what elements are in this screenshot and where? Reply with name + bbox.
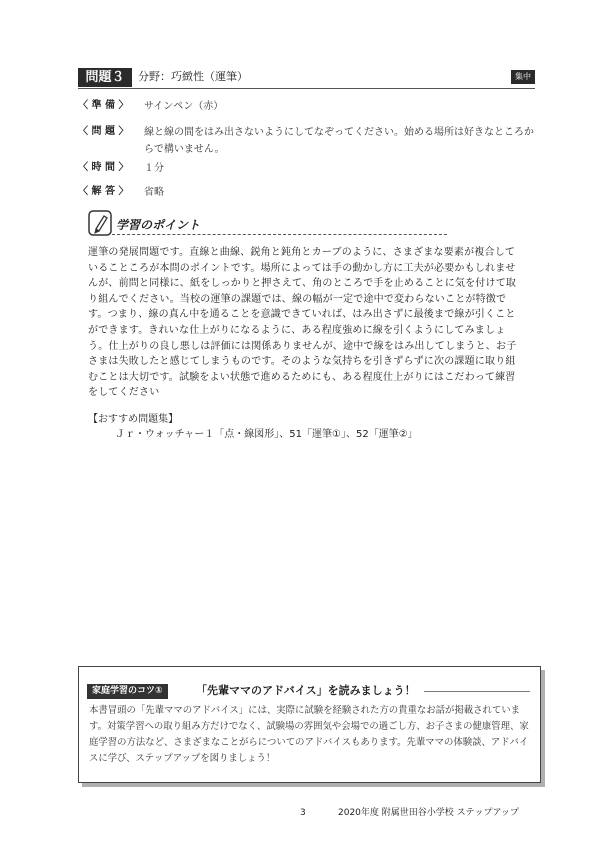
divider	[424, 691, 530, 692]
info-value: １分	[144, 163, 164, 174]
problem-header	[78, 66, 535, 89]
point-body: 運筆の発展問題です。直線と曲線、鋭角と鈍角とカーブのように、さまざまな要素が複合していることころが本問のポイントです。場所によっては手の動かし方に工夫が必要かもしれませんが、前問と同様に、紙をしっかりと押さえて、角のところで手を止めることに気を付けて取り組んでください。当校の運筆の課題では、線の幅が一定で途中で変わらないことが特徴です。つまり、線の真ん中を通ることを意識できていれば、はみ出さずに最後まで線が引くことができます。きれいな仕上がりになるように、ある程度強めに線を引くようにしてみましょう。仕上がりの良し悪しは評価には関係ありませんが、途中で線をはみ出してしまうと、お子さまは失敗したと感じてしまうものです。そのような気持ちを引きずらずに次の課題に取り組むことは大切です。試験をよい状態で進めるためにも、ある程度仕上がりにはこだわって練習をしてください	[88, 247, 517, 399]
info-label: 〈 解 答 〉	[78, 186, 129, 197]
recommended-heading: 【おすすめ問題集】	[88, 414, 179, 425]
info-value: 省略	[144, 187, 164, 198]
tip-badge: 家庭学習のコツ①	[87, 684, 168, 699]
category-tag: 集中	[511, 70, 535, 84]
info-label: 〈 時 間 〉	[78, 162, 129, 173]
info-value: サインペン（赤）	[144, 101, 224, 112]
pencil-icon	[88, 210, 112, 236]
point-title: 学習のポイント	[116, 218, 201, 232]
problem-field: 分野：巧緻性（運筆）	[138, 70, 248, 83]
recommended-item: Ｊｒ・ウォッチャー１「点・線図形」、51「運筆①」、52「運筆②」	[115, 429, 418, 440]
tip-box	[78, 666, 541, 783]
info-label: 〈 問 題 〉	[78, 126, 129, 137]
info-value: 線と線の間をはみ出さないようにしてなぞってください。始める場所は好きなところからで構いません。	[144, 127, 534, 155]
divider	[112, 234, 447, 235]
tip-title: 「先輩ママのアドバイス」を読みましょう！	[196, 684, 416, 697]
problem-number-badge: 問題３	[78, 68, 132, 87]
tip-body: 本書冒頭の「先輩ママのアドバイス」には、実際に試験を経験された方の貴重なお話が掲載されています。対策学習への取り組み方だけでなく、試験場の雰囲気や会場での過ごし方、お子さまの健康管理、家庭学習の方法など、さまざまなことがらについてのアドバイスもあります。先輩ママの体験談、アドバイスに学び、ステップアップを図りましょう！	[89, 705, 529, 764]
page-number: 3	[300, 808, 306, 818]
info-label: 〈 準 備 〉	[78, 100, 129, 111]
footer-title: 2020年度 附属世田谷小学校 ステップアップ	[338, 808, 519, 818]
